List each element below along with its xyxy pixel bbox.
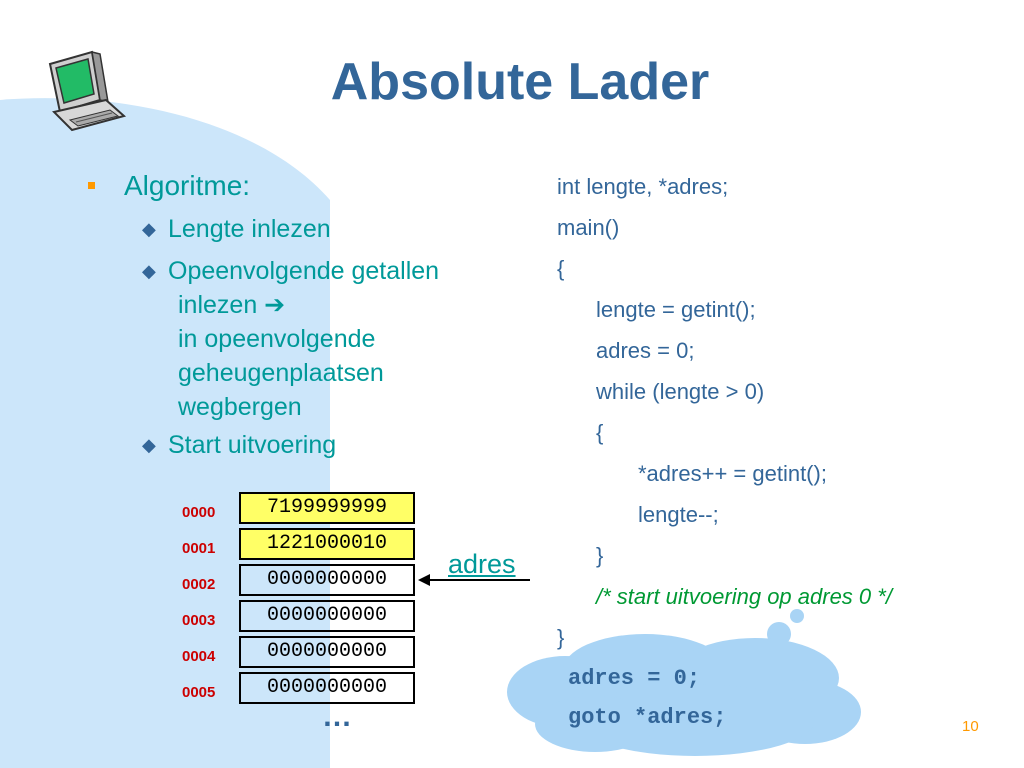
- list-item-text: Start uitvoering: [168, 431, 337, 459]
- code-comment: /* start uitvoering op adres 0 */: [596, 584, 892, 609]
- memory-address: 0005: [182, 684, 216, 701]
- memory-address: 0004: [182, 648, 216, 665]
- code-line: {: [596, 420, 604, 445]
- memory-address: 0002: [182, 576, 216, 593]
- list-item-text: Lengte inlezen: [168, 215, 331, 243]
- code-line: *adres++ = getint();: [638, 461, 827, 486]
- memory-cell: 0000000000: [239, 636, 415, 668]
- list-item-text: in opeenvolgende: [178, 325, 376, 353]
- slide-title: Absolute Lader: [330, 53, 710, 111]
- code-line: adres = 0;: [596, 338, 695, 363]
- memory-cell: 1221000010: [239, 528, 415, 560]
- code-line: main(): [557, 215, 620, 240]
- memory-address: 0001: [182, 540, 216, 557]
- diamond-bullet-icon: ◆: [142, 435, 156, 455]
- pointer-label: adres: [448, 549, 516, 579]
- list-item: [142, 212, 331, 246]
- list-item-text: wegbergen: [178, 393, 302, 421]
- cloud-code-line: adres = 0;: [568, 666, 701, 691]
- code-line: lengte = getint();: [596, 297, 756, 322]
- memory-cell: 7199999999: [239, 492, 415, 524]
- code-line: }: [596, 543, 604, 568]
- diamond-bullet-icon: ◆: [142, 219, 156, 239]
- memory-cell: 0000000000: [239, 564, 415, 596]
- list-item: [142, 254, 439, 424]
- list-item-text: inlezen ➔: [178, 291, 286, 319]
- code-line: while (lengte > 0): [596, 379, 765, 404]
- memory-address: 0003: [182, 612, 216, 629]
- code-line: {: [557, 256, 565, 281]
- memory-address: 0000: [182, 504, 216, 521]
- code-line: int lengte, *adres;: [557, 174, 729, 199]
- page-number: 10: [962, 718, 979, 735]
- memory-cell: 0000000000: [239, 672, 415, 704]
- list-item-text: geheugenplaatsen: [178, 359, 384, 387]
- code-line: lengte--;: [638, 502, 719, 527]
- algorithm-heading: Algoritme:: [124, 170, 251, 201]
- cloud-code-line: goto *adres;: [568, 705, 727, 730]
- bullet-square-icon: [88, 182, 95, 189]
- diamond-bullet-icon: ◆: [142, 261, 156, 281]
- memory-cell: 0000000000: [239, 600, 415, 632]
- list-item-text: Opeenvolgende getallen: [168, 257, 440, 285]
- memory-ellipsis: …: [322, 700, 352, 733]
- list-item: [142, 428, 336, 462]
- code-line: }: [557, 625, 565, 650]
